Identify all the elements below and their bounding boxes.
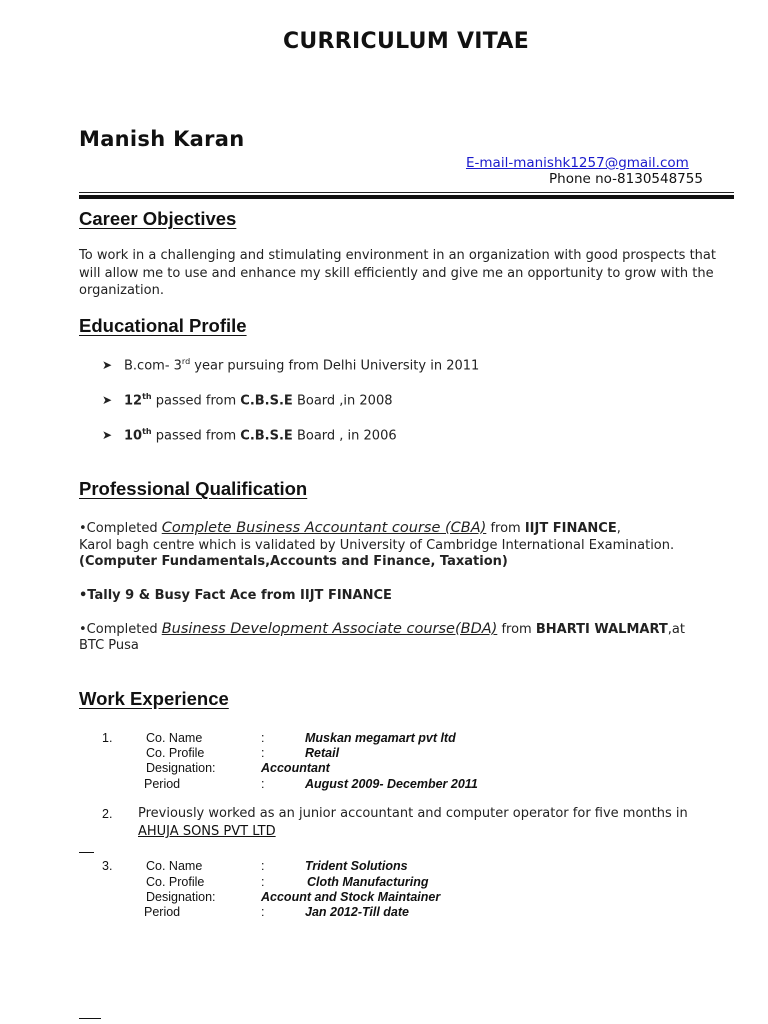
education-class: 10 (124, 428, 143, 444)
label-period: Period (144, 777, 181, 791)
separator-dash (79, 1018, 101, 1019)
education-detail: year pursuing from Delhi University in 2011 (190, 358, 480, 374)
email-link[interactable]: E-mail-manishk1257@gmail.com (466, 155, 689, 171)
education-degree: B.com- 3 (124, 358, 182, 374)
header-divider-thick (79, 195, 734, 199)
qualification-from: from (486, 521, 525, 536)
arrow-bullet-icon: ➤ (102, 358, 113, 373)
job-number: 3. (102, 859, 113, 873)
education-detail: passed from (151, 428, 241, 444)
label-period: Period (144, 905, 181, 919)
course-name-bda: Business Development Associate course(BDA) (161, 621, 498, 637)
label-co-name: Co. Name (146, 731, 203, 745)
label-colon: : (261, 905, 265, 919)
candidate-name: Manish Karan (79, 127, 245, 151)
document-title: CURRICULUM VITAE (282, 29, 530, 54)
qualification-cba-detail: Karol bagh centre which is validated by University of Cambridge International Examination. (79, 538, 675, 553)
separator-dash (79, 852, 94, 853)
education-item (102, 357, 479, 373)
job-company-profile: Cloth Manufacturing (307, 875, 429, 889)
qualification-prefix: •Completed (79, 521, 162, 536)
label-colon: : (261, 859, 265, 873)
job-period: August 2009- December 2011 (305, 777, 478, 791)
qualification-bda-location: BTC Pusa (79, 638, 139, 653)
qualification-cba (79, 520, 621, 536)
label-co-profile: Co. Profile (146, 875, 205, 889)
job-company-name: Muskan megamart pvt ltd (305, 731, 456, 745)
education-item (102, 427, 397, 443)
label-colon: : (261, 777, 265, 791)
previous-company-name: AHUJA SONS PVT LTD (138, 824, 276, 839)
qualification-from: from (497, 622, 536, 637)
job-designation: Account and Stock Maintainer (261, 890, 441, 904)
previous-job-description: Previously worked as an junior accountant and computer operator for five months in (138, 806, 688, 821)
phone-number: Phone no-8130548755 (549, 171, 703, 187)
institute-name: BHARTI WALMART (535, 622, 668, 637)
education-board: C.B.S.E (240, 428, 293, 444)
label-colon: : (261, 746, 265, 760)
ordinal-suffix: th (142, 392, 152, 401)
course-name-cba: Complete Business Accountant course (CBA) (161, 520, 487, 536)
job-company-name: Trident Solutions (305, 859, 408, 873)
education-item (102, 392, 392, 408)
work-experience-heading: Work Experience (79, 688, 229, 709)
education-detail: passed from (151, 393, 241, 409)
job-number: 2. (102, 807, 113, 821)
punctuation: , (616, 521, 621, 536)
educational-profile-heading: Educational Profile (79, 315, 247, 336)
arrow-bullet-icon: ➤ (102, 393, 113, 408)
job-number: 1. (102, 731, 113, 745)
qualification-location-tail: ,at (667, 622, 685, 637)
qualification-bda (79, 621, 685, 637)
job-designation: Accountant (261, 761, 330, 775)
label-colon: : (261, 875, 265, 889)
label-co-profile: Co. Profile (146, 746, 205, 760)
label-co-name: Co. Name (146, 859, 203, 873)
education-year: Board , in 2006 (292, 428, 397, 444)
institute-name: IIJT FINANCE (524, 521, 617, 536)
label-colon: : (261, 731, 265, 745)
ordinal-suffix: th (142, 427, 152, 436)
education-board: C.B.S.E (240, 393, 293, 409)
job-period: Jan 2012-Till date (305, 905, 409, 919)
arrow-bullet-icon: ➤ (102, 428, 113, 443)
career-objective-text: To work in a challenging and stimulating environment in an organization with good prospects that will allow me to use and enhance my skill efficiently and give me an opportunity to grow with the organization. (79, 248, 716, 298)
header-divider-thin (79, 192, 734, 193)
qualification-prefix: •Completed (79, 622, 162, 637)
label-designation: Designation: (146, 890, 216, 904)
qualification-tally: •Tally 9 & Busy Fact Ace from IIJT FINANCE (79, 588, 392, 603)
career-objectives-heading: Career Objectives (79, 208, 237, 229)
professional-qualification-heading: Professional Qualification (79, 478, 308, 499)
label-designation: Designation: (146, 761, 216, 775)
job-company-profile: Retail (305, 746, 340, 760)
ordinal-suffix: rd (181, 357, 191, 366)
education-year: Board ,in 2008 (292, 393, 393, 409)
education-class: 12 (124, 393, 143, 409)
qualification-cba-subjects: (Computer Fundamentals,Accounts and Finance, Taxation) (79, 554, 508, 569)
